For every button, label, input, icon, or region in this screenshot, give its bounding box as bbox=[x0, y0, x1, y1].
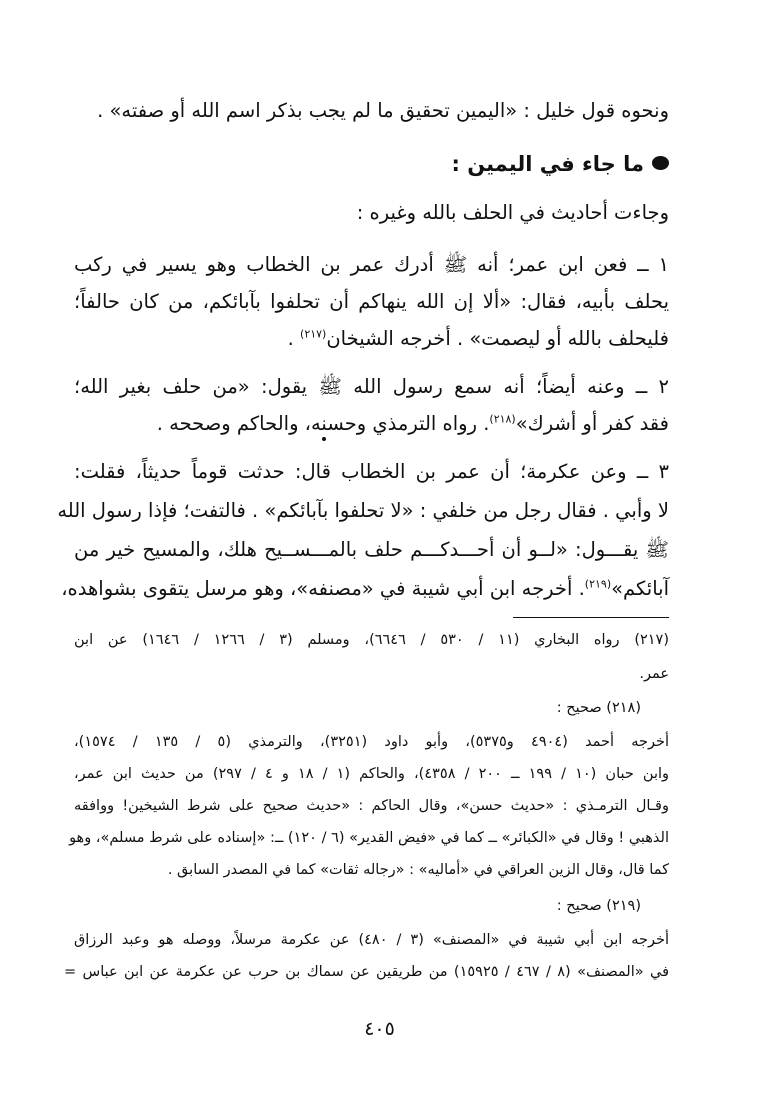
hadith-2-line-2a: فقد كفر أو أشرك» bbox=[515, 412, 669, 435]
footnote-217-line-2: عمر. bbox=[639, 666, 669, 682]
intro-line: ونحوه قول خليل : «اليمين تحقيق ما لم يجب بذكر اسم الله أو صفته» . bbox=[97, 99, 669, 122]
hadith-2-line-1: ٢ ــ وعنه أيضاً؛ أنه سمع رسول الله ﷺ يقول: «من حلف بغير الله؛ bbox=[74, 375, 669, 398]
footnote-219-line-1: أخرجه ابن أبي شيبة في «المصنف» (٣ / ٤٨٠) عن عكرمة مرسلاً، ووصله هو وعبد الرزاق bbox=[74, 932, 669, 948]
page-number: ٤٠٥ bbox=[364, 1018, 395, 1040]
footnote-separator bbox=[513, 617, 669, 618]
footnote-219-line-2: في «المصنف» (٨ / ٤٦٧ / ١٥٩٢٥) من طريقين عن سماك بن حرب عن عكرمة عن ابن عباس = bbox=[64, 964, 669, 980]
hadith-2-line-2b: . رواه الترمذي وحسنه، والحاكم وصححه . bbox=[156, 412, 490, 435]
section-heading-text: ما جاء في اليمين : bbox=[451, 152, 644, 176]
hadith-3-line-2: لا وأبي . فقال رجل من خلفي : «لا تحلفوا بآبائكم» . فالتفت؛ فإذا رسول الله bbox=[57, 499, 669, 522]
footnote-218-line-5: كما قال، وقال الزين العراقي في «أماليه» : «رجاله ثقات» كما في المصدر السابق . bbox=[167, 862, 669, 878]
ink-dot bbox=[322, 437, 326, 441]
hadith-3-line-4b: . أخرجه ابن أبي شيبة في «مصنفه»، وهو مرسل يتقوى بشواهده، bbox=[61, 577, 585, 600]
footnote-218-label: (٢١٨) صحيح : bbox=[556, 700, 641, 716]
footnote-217-line-1: (٢١٧) رواه البخاري (١١ / ٥٣٠ / ٦٦٤٦)، ومسلم (٣ / ١٢٦٦ / ١٦٤٦) عن ابن bbox=[74, 632, 670, 648]
hadith-1-line-1: ١ ــ فعن ابن عمر؛ أنه ﷺ أدرك عمر بن الخطاب وهو يسير في ركب bbox=[74, 253, 669, 276]
footnote-ref-217[interactable]: (٢١٧) bbox=[300, 327, 327, 341]
footnote-ref-218[interactable]: (٢١٨) bbox=[489, 412, 516, 426]
hadith-1-line-3: فليحلف بالله أو ليصمت» . أخرجه الشيخان$^{(٢١٧)}$ . bbox=[287, 327, 669, 350]
footnote-ref-219[interactable]: (٢١٩) bbox=[584, 577, 612, 591]
hadith-3-line-1: ٣ ــ وعن عكرمة؛ أن عمر بن الخطاب قال: حدثت قوماً حديثاً، فقلت: bbox=[74, 460, 669, 483]
footnote-219-label: (٢١٩) صحيح : bbox=[556, 898, 641, 914]
footnote-218-line-3: وقـال الترمـذي : «حديث حسن»، وقال الحاكم : «حديث صحيح على شرط الشيخين! ووافقه bbox=[74, 798, 669, 814]
footnote-218-line-2: وابن حبان (١٠ / ١٩٩ ــ ٢٠٠ / ٤٣٥٨)، والحاكم (١ / ١٨ و ٤ / ٢٩٧) من حديث ابن عمر، bbox=[74, 766, 670, 782]
hadith-2-line-2 bbox=[157, 412, 669, 435]
hadith-1-line-3-text: فليحلف بالله أو ليصمت» . أخرجه الشيخان bbox=[326, 327, 669, 350]
hadith-3-line-4a: آبائكم» bbox=[611, 577, 669, 600]
section-heading bbox=[452, 152, 670, 176]
hadith-3-line-3: ﷺ يقـــول: «لــو أن أحـــدكـــم حلف بالمـــســيح هلك، والمسيح خير من bbox=[74, 538, 669, 561]
lead-line: وجاءت أحاديث في الحلف بالله وغيره : bbox=[356, 201, 669, 224]
hadith-1-line-2: يحلف بأبيه، فقال: «ألا إن الله ينهاكم أن تحلفوا بآبائكم، من كان حالفاً؛ bbox=[74, 290, 669, 313]
footnote-218-line-1: أخرجه أحمد (٤٩٠٤ و٥٣٧٥)، وأبو داود (٣٢٥١)، والترمذي (٥ / ١٣٥ / ١٥٧٤)، bbox=[74, 734, 669, 750]
footnote-218-line-4: الذهبي ! وقال في «الكبائر» ــ كما في «فيض القدير» (٦ / ١٢٠) ــ: «إسناده على شرط مسلم»، وهو bbox=[69, 830, 669, 846]
hadith-3-line-4 bbox=[61, 577, 669, 600]
bullet-icon bbox=[652, 156, 669, 170]
